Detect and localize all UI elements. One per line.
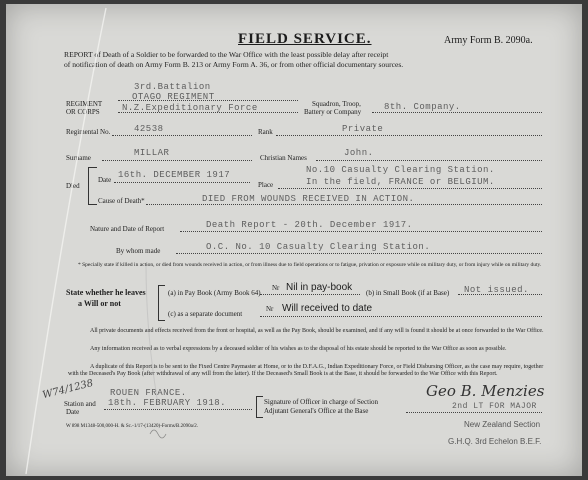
report-line-2: of notification of death on Army Form B. 213 or Army Form A. 36, or from other official documentary sources. <box>64 60 404 69</box>
instruction-paragraph-3: A duplicate of this Report is to be sent to the Fixed Centre Paymaster at Home, or to the D.F.A.G., Indian Expeditionary Force, or Field Disbursing Officer, as the case may require, together with the Deceased's Pay Book (after withdrawal of any will from the latter). If the Deceased's Small Book is at the Base, it should be forwarded to the War Office with this Report. <box>68 364 544 377</box>
date-died-value: 16th. DECEMBER 1917 <box>118 170 231 180</box>
report-line-1: REPORT of Death of a Soldier to be forwarded to the War Office with the least possible delay after receipt <box>64 50 389 59</box>
signature-label-2: Adjutant General's Office at the Base <box>264 407 369 415</box>
will-b-value: Not issued. <box>464 285 529 295</box>
regiment-value-2: OTAGO REGIMENT <box>132 92 215 102</box>
died-label: Died <box>66 182 80 190</box>
reg-no-value: 42538 <box>134 124 164 134</box>
signature-label-1: Signature of Officer in charge of Section <box>264 398 379 406</box>
margin-note: W74/1238 <box>41 377 95 402</box>
station-value: ROUEN FRANCE. <box>110 388 187 398</box>
station-date-value: 18th. FEBRUARY 1918. <box>108 398 227 408</box>
regiment-value-1: 3rd.Battalion <box>134 82 211 92</box>
by-whom-label: By whom made <box>116 247 161 255</box>
by-whom-value: O.C. No. 10 Casualty Clearing Station. <box>206 242 431 252</box>
will-c-value: Will received to date <box>282 303 373 314</box>
stamp-line-2: G.H.Q. 3rd Echelon B.E.F. <box>448 437 542 446</box>
station-label: Station and <box>64 400 96 408</box>
instruction-paragraph-1: All private documents and effects received from the front or hospital, as well as the Pay Book, should be examined, and if any will is found it should be at once forwarded to the War Office. <box>90 328 544 334</box>
form-sheet <box>6 4 582 476</box>
print-line: W 898 M1348-500,000-H. & Sc.-1/17-(13420)-Forms/B.2090a/2. <box>66 424 198 429</box>
will-or-not-label: a Will or not <box>78 299 121 308</box>
rank-value: Private <box>342 124 384 134</box>
paper-wear <box>6 4 582 476</box>
cause-value: DIED FROM WOUNDS RECEIVED IN ACTION. <box>202 194 415 204</box>
regiment-label: REGIMENT <box>66 100 103 108</box>
surname-value: MILLAR <box>134 148 170 158</box>
or-corps-label: OR CORPS <box>66 108 100 116</box>
signature-rank: 2nd LT FOR MAJOR <box>452 402 537 411</box>
will-c-prefix: Nr <box>266 305 274 313</box>
reg-no-label: Regimental No. <box>66 128 111 136</box>
instruction-paragraph-2: Any information received as to verbal expressions by a deceased soldier of his wishes as to the disposal of his estate should be reported to the War Office as soon as possible. <box>90 346 507 352</box>
cause-label: Cause of Death* <box>98 197 145 205</box>
will-a-label: (a) in Pay Book (Army Book 64) <box>168 289 261 297</box>
will-a-value: Nil in pay-book <box>286 282 353 293</box>
will-c-label: (c) as a separate document <box>168 310 243 318</box>
battery-label: Battery or Company <box>304 108 362 116</box>
place-label: Place <box>258 181 274 189</box>
will-b-label: (b) in Small Book (if at Base) <box>366 289 450 297</box>
surname-label: Surname <box>66 154 91 162</box>
nature-value: Death Report - 20th. December 1917. <box>206 220 413 230</box>
regiment-value-3: N.Z.Expeditionary Force <box>122 103 258 113</box>
date-label: Date <box>98 176 112 184</box>
station-date-label: Date <box>66 408 80 416</box>
will-a-prefix: Nr <box>272 284 280 292</box>
stamp-line-1: New Zealand Section <box>464 420 541 429</box>
footnote: * Specially state if killed in action, or died from wounds received in action, or from illness due to field operations or to fatigue, privation or exposure while on military duty, or from injury while on military duty. <box>78 262 542 268</box>
nature-label: Nature and Date of Report <box>90 225 165 233</box>
signature-handwritten: Geo B. Menzies <box>426 382 545 400</box>
squadron-label: Squadron, Troop, <box>312 100 361 108</box>
rank-label: Rank <box>258 128 273 136</box>
form-number: Army Form B. 2090a. <box>444 35 533 46</box>
form-title: FIELD SERVICE. <box>238 31 372 47</box>
christian-label: Christian Names <box>260 154 307 162</box>
place-value-1: No.10 Casualty Clearing Station. <box>306 165 495 175</box>
company-value: 8th. Company. <box>384 102 461 112</box>
christian-value: John. <box>344 148 374 158</box>
will-state-label: State whether he leaves <box>66 288 146 297</box>
place-value-2: In the field, FRANCE or BELGIUM. <box>306 177 495 187</box>
